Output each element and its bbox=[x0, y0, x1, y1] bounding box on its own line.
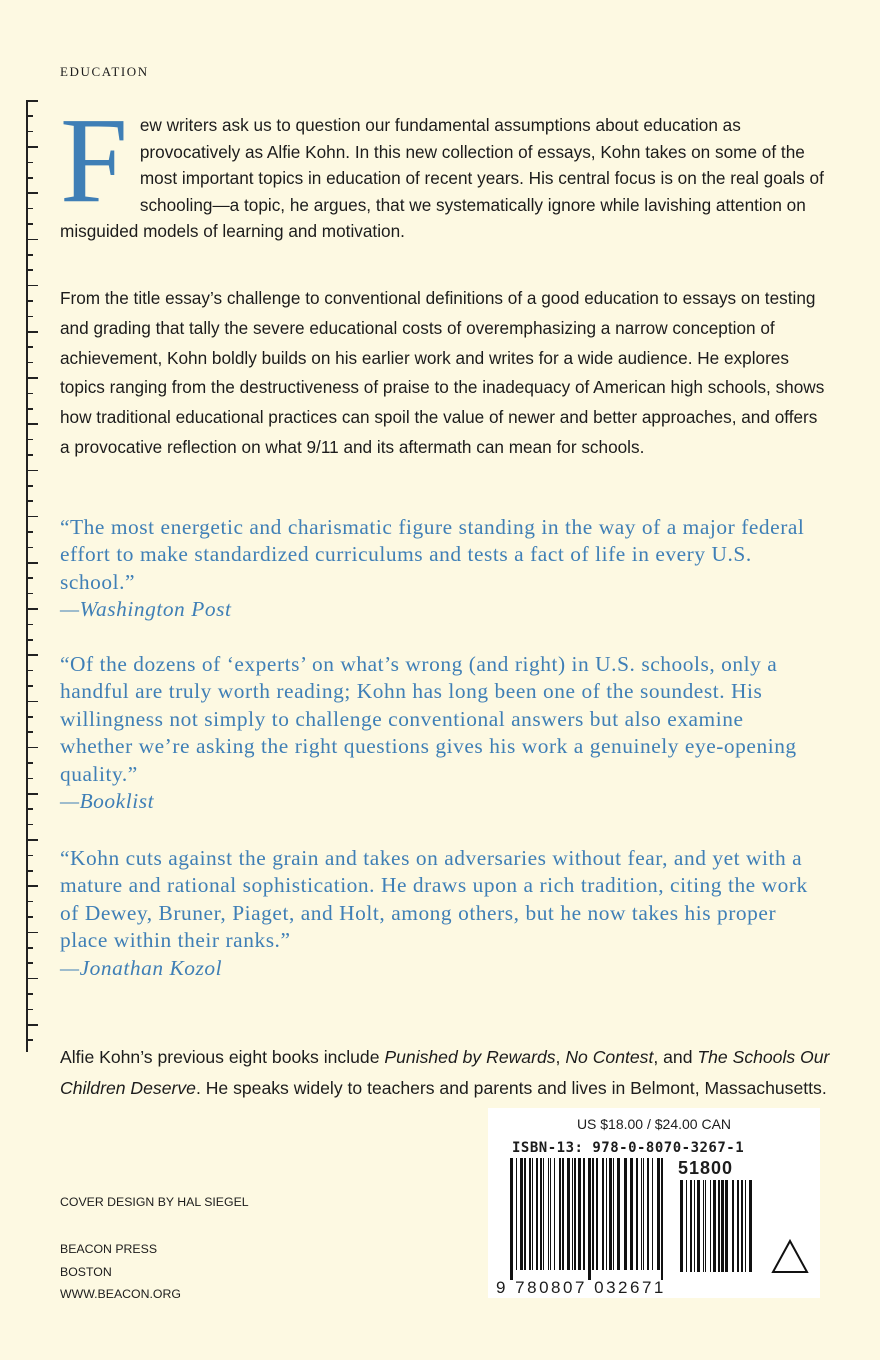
barcode-bar bbox=[572, 1158, 573, 1270]
ruler-tick bbox=[26, 531, 33, 533]
quote-text: “The most energetic and charismatic figure standing in the way of a major federal effort to make standardized curriculums and tests a fact of life in every U.S. school.” bbox=[60, 515, 805, 594]
book-title-punished-by-rewards: Punished by Rewards bbox=[384, 1047, 556, 1067]
barcode-bar bbox=[737, 1180, 739, 1272]
quote-washington-post bbox=[60, 514, 820, 624]
ruler-tick bbox=[26, 500, 33, 502]
ean-digits: 9 780807 032671 bbox=[496, 1278, 666, 1297]
quote-source: —Jonathan Kozol bbox=[60, 955, 223, 980]
barcode-bar bbox=[529, 1158, 531, 1270]
barcode-bar bbox=[630, 1158, 633, 1270]
ruler-tick bbox=[26, 269, 33, 271]
ruler-tick bbox=[26, 670, 33, 672]
quote-source: —Washington Post bbox=[60, 597, 232, 622]
barcode-bar bbox=[661, 1158, 663, 1280]
isbn-label: ISBN-13: 978-0-8070-3267-1 bbox=[512, 1140, 745, 1156]
barcode-bar bbox=[713, 1180, 716, 1272]
barcode-bar bbox=[554, 1158, 555, 1270]
ruler-tick bbox=[26, 562, 38, 564]
drop-cap: F bbox=[60, 93, 128, 228]
barcode-bar bbox=[680, 1180, 683, 1272]
description-paragraph: From the title essay’s challenge to conventional definitions of a good education to essays on testing and grading that tally the severe educational costs of overemphasizing a narrow conception of achievement, Kohn boldly builds on his earlier work and writes for a wide audience. He explores topics ranging from the destructiveness of praise to the inadequacy of American high schools, shows how traditional educational practices can spoil the value of newer and better approaches, and offers a provocative reflection on what 9/11 and its aftermath can mean for schools. bbox=[60, 288, 825, 457]
intro-text: ew writers ask us to question our fundamental assumptions about education as provocatively as Alfie Kohn. In this new collection of essays, Kohn takes on some of the most important topics in education of recent years. His central focus is on the real goals of schooling—a topic, he argues, that we systematically ignore while lavishing attention on misguided models of learning and motivation. bbox=[60, 115, 824, 241]
barcode-bar bbox=[524, 1158, 526, 1270]
ruler-tick bbox=[26, 516, 38, 518]
barcode-bar bbox=[732, 1180, 734, 1272]
price-label: US $18.00 / $24.00 CAN bbox=[576, 1116, 732, 1132]
barcode-bar bbox=[516, 1158, 517, 1270]
ruler-tick bbox=[26, 932, 38, 934]
ruler-tick bbox=[26, 254, 33, 256]
publisher-city: BOSTON bbox=[60, 1264, 112, 1279]
barcode-bar bbox=[543, 1158, 544, 1270]
ruler-tick bbox=[26, 470, 38, 472]
barcode-bar bbox=[705, 1180, 706, 1272]
publisher-info bbox=[60, 1238, 181, 1306]
author-bio bbox=[60, 1042, 830, 1104]
ruler-tick bbox=[26, 824, 33, 826]
barcode-bar bbox=[703, 1180, 704, 1272]
barcode-bar bbox=[641, 1158, 642, 1270]
ruler-tick bbox=[26, 916, 33, 918]
ruler-tick bbox=[26, 947, 33, 949]
ruler-tick bbox=[26, 1024, 38, 1026]
ruler-tick bbox=[26, 808, 33, 810]
ruler-tick bbox=[26, 485, 33, 487]
barcode-bar bbox=[741, 1180, 743, 1272]
book-title-no-contest: No Contest bbox=[565, 1047, 654, 1067]
barcode-bar bbox=[718, 1180, 720, 1272]
ruler-tick bbox=[26, 131, 33, 133]
barcode-bar bbox=[520, 1158, 523, 1270]
barcode-bar bbox=[510, 1158, 513, 1280]
ean-barcode bbox=[510, 1158, 666, 1280]
barcode-bar bbox=[609, 1158, 612, 1270]
ruler-tick bbox=[26, 608, 38, 610]
bio-text-start: Alfie Kohn’s previous eight books include bbox=[60, 1047, 385, 1067]
ruler-tick bbox=[26, 208, 33, 210]
ruler-tick bbox=[26, 408, 33, 410]
barcode-bar bbox=[643, 1158, 644, 1270]
barcode-bar bbox=[536, 1158, 538, 1270]
ruler-decoration bbox=[26, 100, 46, 1052]
barcode-bar bbox=[725, 1180, 728, 1272]
barcode-bar bbox=[596, 1158, 598, 1270]
ruler-tick bbox=[26, 793, 38, 795]
bio-text-end: . He speaks widely to teachers and parents and lives in Belmont, Massachusetts. bbox=[195, 1078, 827, 1098]
barcode-bar bbox=[624, 1158, 627, 1270]
ruler-tick bbox=[26, 778, 33, 780]
ruler-tick bbox=[26, 177, 33, 179]
barcode-bar bbox=[657, 1158, 660, 1270]
barcode-block bbox=[488, 1108, 820, 1298]
barcode-bar bbox=[606, 1158, 607, 1270]
ruler-spine bbox=[26, 100, 28, 1052]
ruler-tick bbox=[26, 377, 38, 379]
quote-text: “Kohn cuts against the grain and takes on adversaries without fear, and yet with a mature and rational sophistication. He draws upon a rich tradition, citing the work of Dewey, Bruner, Piaget, and Holt, among others, but he now takes his proper place within their ranks.” bbox=[60, 846, 808, 953]
ruler-tick bbox=[26, 885, 38, 887]
barcode-bar bbox=[574, 1158, 576, 1270]
barcode-bar bbox=[548, 1158, 549, 1270]
ruler-tick bbox=[26, 593, 33, 595]
ruler-tick bbox=[26, 839, 38, 841]
ruler-tick bbox=[26, 993, 33, 995]
ruler-tick bbox=[26, 393, 33, 395]
barcode-bar bbox=[721, 1180, 724, 1272]
barcode-bar bbox=[602, 1158, 604, 1270]
ruler-tick bbox=[26, 962, 33, 964]
ruler-tick bbox=[26, 685, 33, 687]
ruler-tick bbox=[26, 285, 38, 287]
ruler-tick bbox=[26, 192, 38, 194]
ruler-tick bbox=[26, 331, 38, 333]
barcode-bar bbox=[559, 1158, 561, 1270]
barcode-bar bbox=[647, 1158, 649, 1270]
quote-jonathan-kozol bbox=[60, 845, 820, 982]
ruler-tick bbox=[26, 701, 38, 703]
barcode-bar bbox=[583, 1158, 585, 1270]
barcode-bar bbox=[749, 1180, 752, 1272]
ruler-tick bbox=[26, 639, 33, 641]
barcode-bar bbox=[617, 1158, 620, 1270]
barcode-bar bbox=[578, 1158, 581, 1270]
barcode-bar bbox=[636, 1158, 638, 1270]
barcode-bar bbox=[652, 1158, 653, 1270]
barcode-bar bbox=[532, 1158, 533, 1270]
ruler-tick bbox=[26, 624, 33, 626]
ruler-tick bbox=[26, 300, 33, 302]
barcode-bar bbox=[697, 1180, 700, 1272]
ruler-tick bbox=[26, 901, 33, 903]
ruler-tick bbox=[26, 747, 38, 749]
ruler-tick bbox=[26, 146, 38, 148]
ruler-tick bbox=[26, 115, 33, 117]
quote-text: “Of the dozens of ‘experts’ on what’s wrong (and right) in U.S. schools, only a handful are truly worth reading; Kohn has long been one of the soundest. His willingness not simply to challenge conventional answers but also examine whether we’re asking the right questions gives his work a genuinely eye-opening quality.” bbox=[60, 652, 797, 786]
ruler-tick bbox=[26, 362, 33, 364]
barcode-bar bbox=[745, 1180, 746, 1272]
ruler-tick bbox=[26, 423, 38, 425]
bio-separator: , and bbox=[653, 1047, 698, 1067]
barcode-bar bbox=[562, 1158, 564, 1270]
ruler-tick bbox=[26, 762, 33, 764]
publisher-name: BEACON PRESS bbox=[60, 1242, 158, 1256]
addon-number: 51800 bbox=[678, 1158, 734, 1178]
barcode-bar bbox=[540, 1158, 542, 1270]
quote-source: —Booklist bbox=[60, 789, 155, 814]
addon-barcode bbox=[680, 1180, 756, 1280]
barcode-bar bbox=[613, 1158, 614, 1270]
barcode-bar bbox=[567, 1158, 570, 1270]
ruler-tick bbox=[26, 547, 33, 549]
ruler-tick bbox=[26, 716, 33, 718]
barcode-bar bbox=[710, 1180, 711, 1272]
publisher-website: WWW.BEACON.ORG bbox=[60, 1287, 181, 1301]
cover-credit: COVER DESIGN BY HAL SIEGEL bbox=[60, 1195, 249, 1209]
ruler-tick bbox=[26, 978, 38, 980]
barcode-bar bbox=[690, 1180, 692, 1272]
ruler-tick bbox=[26, 346, 33, 348]
ruler-tick bbox=[26, 855, 33, 857]
intro-paragraph bbox=[60, 93, 826, 245]
barcode-bar bbox=[588, 1158, 591, 1280]
barcode-bar bbox=[592, 1158, 594, 1270]
ruler-tick bbox=[26, 577, 33, 579]
bio-separator: , bbox=[555, 1047, 566, 1067]
ruler-tick bbox=[26, 731, 33, 733]
ruler-tick bbox=[26, 1039, 33, 1041]
book-title-schools-our-children-deserve: The Schools Our Children Deserve bbox=[60, 1047, 830, 1098]
ruler-tick bbox=[26, 162, 33, 164]
barcode-bar bbox=[550, 1158, 551, 1270]
ruler-tick bbox=[26, 1009, 33, 1011]
ruler-tick bbox=[26, 654, 38, 656]
ruler-tick bbox=[26, 100, 38, 102]
triangle-icon bbox=[770, 1238, 810, 1276]
barcode-bar bbox=[686, 1180, 687, 1272]
category-label: EDUCATION bbox=[60, 64, 149, 79]
barcode-bar bbox=[694, 1180, 695, 1272]
ruler-tick bbox=[26, 870, 33, 872]
ruler-tick bbox=[26, 439, 33, 441]
ruler-tick bbox=[26, 239, 38, 241]
ruler-tick bbox=[26, 223, 33, 225]
ruler-tick bbox=[26, 316, 33, 318]
ruler-tick bbox=[26, 454, 33, 456]
quote-booklist bbox=[60, 651, 820, 815]
